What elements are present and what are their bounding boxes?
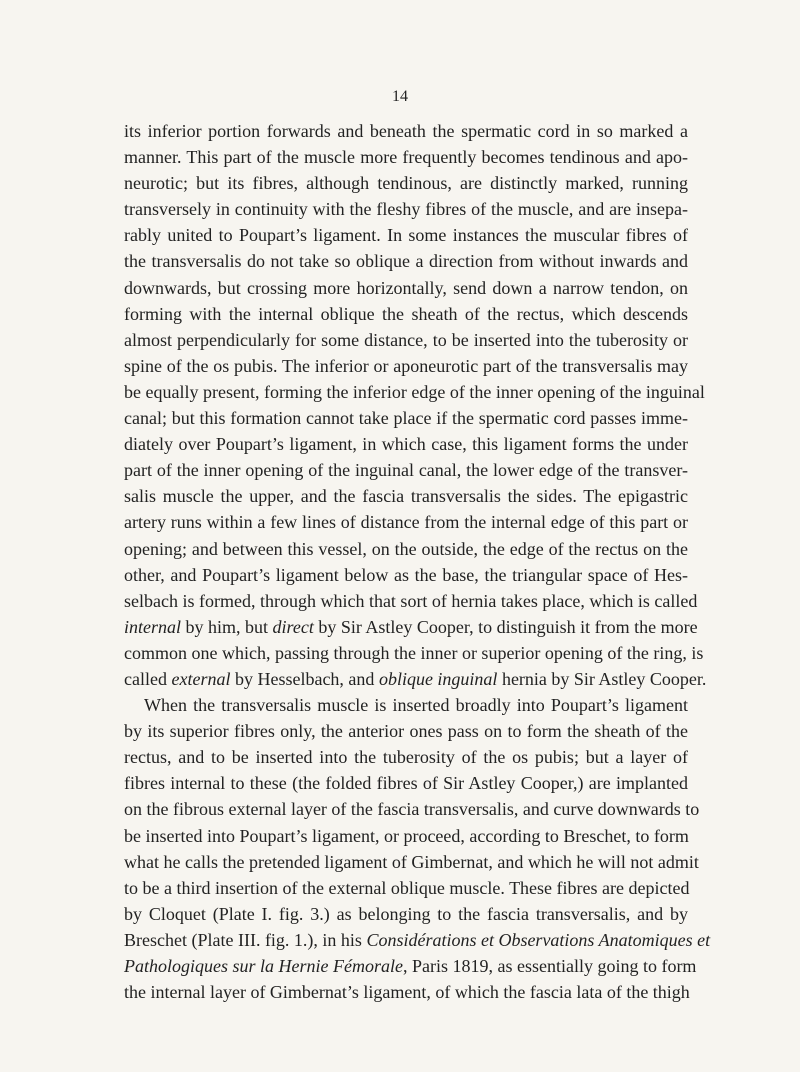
text-line: be inserted into Poupart’s ligament, or proceed, according to Breschet, to form (124, 825, 689, 846)
text-line: salis muscle the upper, and the fascia transversalis the sides. The epigastric (124, 486, 688, 507)
text-line (124, 666, 707, 692)
text-run: by him, but (181, 616, 273, 637)
text-run: , Paris 1819, as essentially going to form (402, 956, 697, 976)
text-line: forming with the internal oblique the sheath of the rectus, which descends (124, 303, 688, 324)
text-line: diately over Poupart’s ligament, in which case, this ligament forms the under (124, 434, 688, 455)
text-line (124, 927, 711, 953)
text-line: on the fibrous external layer of the fascia transversalis, and curve downwards to (124, 799, 700, 820)
text-line: transversely in continuity with the fleshy fibres of the muscle, and are insepa- (124, 199, 688, 220)
italic-term: external (171, 668, 231, 689)
text-line: selbach is formed, through which that sort of hernia takes place, which is called (124, 590, 698, 611)
text-line: by its superior fibres only, the anterior ones pass on to form the sheath of the (124, 721, 688, 742)
text-line: part of the inner opening of the inguinal canal, the lower edge of the transver- (124, 460, 688, 481)
text-run: by Hesselbach, and (230, 668, 379, 689)
text-line: other, and Poupart’s ligament below as the base, the triangular space of Hes- (124, 564, 688, 585)
text-line: spine of the os pubis. The inferior or aponeurotic part of the transversalis may (124, 355, 688, 376)
text-line: opening; and between this vessel, on the outside, the edge of the rectus on the (124, 538, 688, 559)
text-line: rectus, and to be inserted into the tuberosity of the os pubis; but a layer of (124, 747, 688, 768)
text-run: Breschet (Plate III. fig. 1.), in his (124, 929, 367, 950)
text-line: fibres internal to these (the folded fibres of Sir Astley Cooper,) are implanted (124, 773, 688, 794)
text-line: manner. This part of the muscle more frequently becomes tendinous and apo- (124, 147, 688, 168)
text-line (124, 953, 697, 979)
text-line (124, 614, 698, 640)
text-line: canal; but this formation cannot take place if the spermatic cord passes imme- (124, 408, 688, 429)
text-run: by Sir Astley Cooper, to distinguish it from the more (313, 616, 698, 637)
text-line: the transversalis do not take so oblique a direction from without inwards and (124, 251, 688, 272)
text-line: When the transversalis muscle is inserted broadly into Poupart’s ligament (144, 695, 688, 716)
text-line: neurotic; but its fibres, although tendinous, are distinctly marked, running (124, 173, 688, 194)
text-line: its inferior portion forwards and beneath the spermatic cord in so marked a (124, 121, 688, 141)
text-line: common one which, passing through the inner or superior opening of the ring, is (124, 642, 704, 663)
text-run: hernia by Sir Astley Cooper. (497, 668, 707, 689)
text-line: what he calls the pretended ligament of Gimbernat, and which he will not admit (124, 851, 699, 872)
text-line: the internal layer of Gimbernat’s ligament, of which the fascia lata of the thigh (124, 982, 690, 1003)
page-number: 14 (392, 88, 408, 105)
italic-title: Considérations et Observations Anatomiques et (366, 929, 711, 950)
italic-term: internal (124, 616, 181, 637)
text-line: be equally present, forming the inferior edge of the inner opening of the inguinal (124, 381, 705, 402)
body-text (124, 118, 711, 1005)
text-line: artery runs within a few lines of distance from the internal edge of this part or (124, 512, 688, 533)
italic-term: direct (272, 616, 314, 637)
text-line: downwards, but crossing more horizontally, send down a narrow tendon, on (124, 277, 688, 298)
italic-term: oblique inguinal (378, 668, 498, 689)
text-line: to be a third insertion of the external oblique muscle. These fibres are depicted (124, 877, 690, 898)
text-line: almost perpendicularly for some distance, to be inserted into the tuberosity or (124, 329, 688, 350)
italic-title: Pathologiques sur la Hernie Fémorale (124, 956, 403, 976)
text-line: rably united to Poupart’s ligament. In some instances the muscular fibres of (124, 225, 688, 246)
text-line: by Cloquet (Plate I. fig. 3.) as belonging to the fascia transversalis, and by (124, 903, 688, 924)
text-run: called (124, 668, 172, 689)
